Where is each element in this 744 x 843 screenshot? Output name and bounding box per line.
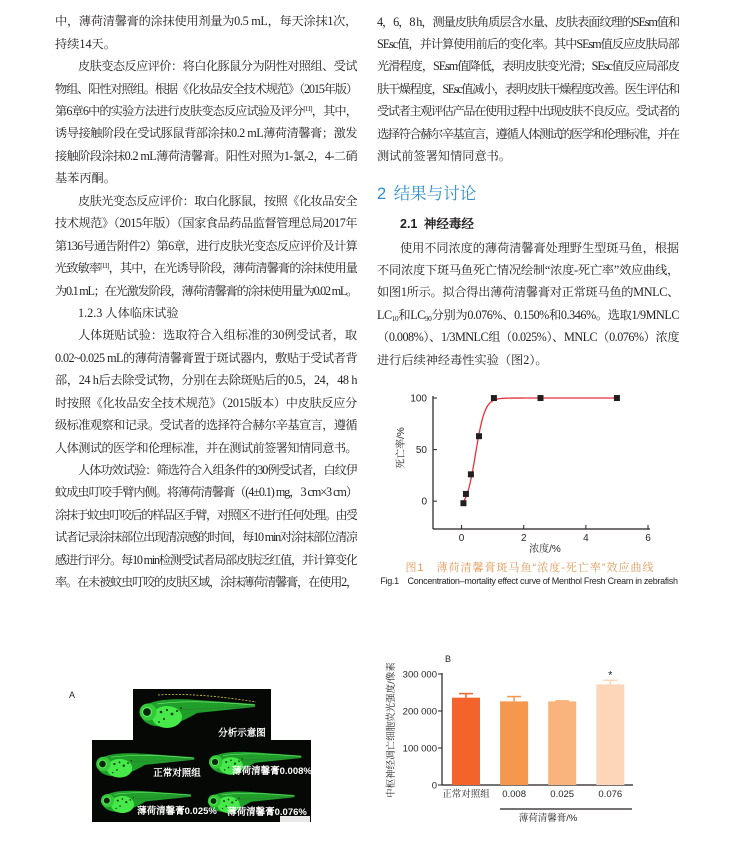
- text-line: 第136号通告附件2）第6章，进行皮肤光变态反应评价及计算: [55, 238, 357, 253]
- x-tick-label: 6: [645, 533, 651, 544]
- text-line: 感进行评分。每10 min检测受试者局部皮肤泛红值，并计算变化: [55, 552, 357, 567]
- data-point: [460, 500, 466, 506]
- data-point: [463, 491, 469, 497]
- text-line: 如图1所示。拟合得出薄荷清馨膏对正常斑马鱼的MNLC、: [377, 285, 679, 300]
- text-line: 物组、阳性对照组。根据《化妆品安全技术规范》（2015年版）: [55, 81, 357, 96]
- figure-1-caption-chinese: 图1 薄荷清馨膏斑马鱼“浓度-死亡率”效应曲线: [405, 562, 655, 574]
- image-label-0-025: 薄荷清馨膏0.025%: [137, 806, 217, 817]
- significance-marker: *: [608, 669, 613, 682]
- paragraph-photo-allergy-test: [55, 190, 357, 302]
- text-line: 受试者主观评估产品在使用过程中出现皮肤不良反应。受试者的: [377, 104, 679, 119]
- citation-superscript: [11]: [303, 104, 312, 114]
- image-label-0-008: 薄荷清馨膏0.008%: [232, 766, 312, 777]
- right-text-column-top: [377, 11, 679, 168]
- category-label: 0.025: [550, 789, 575, 800]
- subsection-heading-1-2-3: 1.2.3 人体临床试验: [78, 305, 179, 320]
- image-label-0-076: 薄荷清馨膏0.076%: [227, 807, 307, 818]
- category-label: 0.076: [598, 789, 623, 800]
- y-tick-label: 100: [410, 393, 427, 405]
- data-point: [491, 395, 497, 401]
- bar: [500, 701, 528, 785]
- x-tick-label: 2: [520, 533, 527, 544]
- text-line: 测试前签署知情同意书。: [377, 149, 512, 164]
- text-line: 人体斑贴试验：选取符合入组标准的30例受试者，取: [78, 328, 357, 343]
- text-line: 进行后续神经毒性实验（图2）。: [377, 352, 548, 367]
- text-segment: LC: [377, 307, 392, 322]
- right-text-column-bottom: [377, 237, 679, 372]
- data-point: [614, 395, 620, 401]
- subscript: 90: [424, 313, 432, 323]
- text-line: 持续14天。: [55, 36, 116, 51]
- figure-2-panel-b-bar-chart: [380, 650, 650, 830]
- figure-1-caption-english: Fig.1 Concentration–mortality effect curve of Menthol Fresh Cream in zebrafish: [380, 576, 678, 586]
- paragraph-measurement-continuation: [377, 11, 679, 168]
- text-segment: 和LC: [398, 307, 425, 322]
- text-segment: ，其中，在光诱导阶段，薄荷清馨膏的涂抹使用量: [108, 261, 357, 276]
- text-line: SEsc值，并计算使用前后的变化率。其中SEsm值反应皮肤局部: [377, 36, 679, 51]
- paragraph-efficacy-test: [55, 459, 357, 594]
- text-line: 基苯丙酮。: [55, 171, 116, 186]
- x-tick-label: 0: [458, 533, 465, 544]
- text-line: 蚊成虫叮咬手臂内侧。将薄荷清馨膏（(4±0.1) mg，3 cm×3 cm）: [55, 485, 357, 500]
- image-label-schematic: 分析示意图: [218, 728, 266, 739]
- text-segment: 第6章6中的实验方法进行皮肤变态反应试验及评分: [55, 104, 304, 119]
- text-line: 时按照《化妆品安全技术规范》（2015版本）中皮肤反应分: [55, 395, 357, 410]
- category-label: 0.008: [502, 789, 526, 800]
- text-line: 肤干燥程度，SEsc值减小，表明皮肤干燥程度改善。医生评估和: [377, 81, 679, 96]
- data-point: [476, 433, 482, 439]
- panel-b-label: B: [445, 654, 452, 664]
- text-line: （0.008%）、1/3MNLC组（0.025%）、MNLC（0.076%）浓度: [377, 330, 679, 345]
- citation-superscript: [11]: [100, 261, 109, 271]
- paragraph-neurotoxicity: [377, 237, 679, 372]
- y-tick-label: 100 000: [402, 743, 437, 755]
- paragraph-dosage-continuation: [55, 10, 357, 55]
- text-line: 选择符合赫尔辛基宣言，遵循人体测试的医学和伦理标准，并在: [377, 126, 679, 141]
- text-line: 涂抹于蚊虫叮咬后的样品区手臂，对照区不进行任何处理。由受: [55, 507, 357, 522]
- data-point: [538, 395, 544, 401]
- text-segment: ，其中，: [311, 104, 357, 119]
- text-line: 技术规范》（2015年版）（国家食品药品监督管理总局2017年: [55, 216, 357, 231]
- text-line: 光滑程度，SEsm值降低，表明皮肤变光滑；SEsc值反应局部皮: [377, 59, 679, 74]
- text-line: [377, 304, 679, 326]
- paragraph-patch-test: [55, 324, 357, 459]
- category-label: 正常对照组: [442, 789, 490, 800]
- y-tick-label: 200 000: [402, 706, 437, 718]
- fitted-curve: [463, 398, 616, 502]
- x-tick-label: 4: [583, 533, 589, 544]
- x-axis-group-title: 薄荷清馨膏/%: [518, 813, 578, 824]
- panel-a-label: A: [68, 690, 76, 700]
- figure-1-dose-response-chart: [375, 385, 685, 560]
- y-axis-title: 死亡率/%: [396, 427, 407, 469]
- text-segment: 光致敏率: [55, 261, 101, 276]
- text-line: 诱导接触阶段在受试豚鼠背部涂抹0.2 mL薄荷清馨膏；激发: [55, 126, 357, 141]
- bar: [452, 698, 480, 785]
- text-line: 中，薄荷清馨膏的涂抹使用剂量为0.5 mL，每天涂抹1次，: [55, 14, 357, 29]
- bar: [596, 684, 624, 785]
- y-tick-label: 0: [421, 496, 427, 508]
- text-line: [55, 100, 357, 122]
- figure-2-panel-a-images: [60, 680, 320, 830]
- text-line: 部，24 h后去除受试物，分别在去除斑贴后的0.5，24，48 h: [55, 373, 357, 388]
- text-line: 使用不同浓度的薄荷清馨膏处理野生型斑马鱼，根据: [400, 240, 679, 255]
- y-tick-label: 0: [431, 780, 437, 792]
- x-axis-title: 浓度/%: [529, 544, 561, 555]
- text-line: 0.02~0.025 mL的薄荷清馨膏置于斑试器内，敷贴于受试者背: [55, 350, 357, 365]
- text-line: 不同浓度下斑马鱼死亡情况绘制“浓度-死亡率”效应曲线，: [377, 262, 679, 277]
- text-line: 皮肤光变态反应评价：取白化豚鼠，按照《化妆品安全: [78, 193, 357, 208]
- text-line: 级标准观察和记录。受试者的选择符合赫尔辛基宣言，遵循: [55, 418, 357, 433]
- section-heading-results: 2 结果与讨论: [377, 185, 477, 203]
- text-line: 人体测试的医学和伦理标准，并在测试前签署知情同意书。: [55, 440, 357, 455]
- left-text-column: [55, 10, 357, 593]
- text-line: 人体功效试验：筛选符合入组条件的30例受试者，白纹伊: [78, 463, 357, 478]
- text-line: 为0.1 mL；在光激发阶段，薄荷清馨膏的涂抹使用量为0.02 mL。: [55, 283, 357, 298]
- y-axis-title: 中枢神经凋亡细胞荧光强度/像素: [386, 662, 397, 798]
- bar: [548, 701, 576, 785]
- text-line: [55, 257, 357, 279]
- subsection-heading-2-1: 2.1 神经毒经: [400, 217, 474, 231]
- text-line: 试者记录涂抹部位出现清凉感的时间，每10 min对涂抹部位清凉: [55, 530, 357, 545]
- y-tick-label: 300 000: [402, 669, 437, 681]
- subscript: 10: [391, 313, 399, 323]
- data-point: [468, 471, 474, 477]
- text-line: 接触阶段涂抹0.2 mL薄荷清馨膏。阳性对照为1-氯-2，4-二硝: [55, 148, 357, 163]
- text-line: 4，6，8 h，测量皮肤角质层含水量、皮肤表面纹理的SEsm值和: [377, 14, 679, 29]
- paragraph-skin-allergy-test: [55, 55, 357, 190]
- text-segment: 分别为0.076%、0.150%和0.346%。选取1/9MNLC: [431, 307, 679, 322]
- y-tick-label: 50: [415, 445, 427, 457]
- image-label-control: 正常对照组: [153, 768, 201, 779]
- text-line: 率。在未被蚊虫叮咬的皮肤区域，涂抹薄荷清馨膏，在使用2，: [55, 575, 357, 590]
- text-line: 皮肤变态反应评价：将白化豚鼠分为阴性对照组、受试: [78, 59, 357, 74]
